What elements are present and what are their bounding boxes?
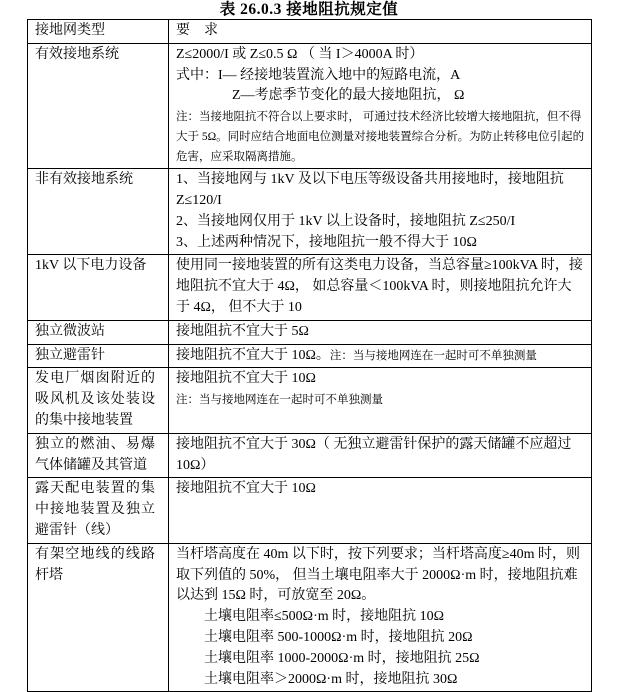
table-caption: 表 26.0.3 接地阻抗规定值 <box>219 1 399 18</box>
requirement-note: 注：当接地阻抗不符合以上要求时， 可通过技术经济比较增大接地阻抗，但不得大于 5Ω。同时应结合地面电位测量对接地装置综合分析。为防止转移电位引起的危害，应采取隔离措施。 <box>176 111 585 164</box>
requirement-line: 土壤电阻率≤500Ω·m 时，接地阻抗 10Ω <box>204 609 445 625</box>
requirement-cell <box>169 368 592 433</box>
requirement-inline-note: 注：当与接地网连在一起时可不单独测量 <box>329 349 537 362</box>
requirement-cell <box>169 344 592 368</box>
requirement-line: 土壤电阻率 1000-2000Ω·m 时，接地阻抗 25Ω <box>204 650 480 666</box>
requirement-cell <box>169 255 592 320</box>
requirement-note: 注：当与接地网连在一起时可不单独测量 <box>176 394 383 407</box>
row-type-cell: 发电厂烟囱附近的吸风机及该处装设的集中接地装置 <box>28 368 169 433</box>
row-type-cell: 露天配电装置的集中接地装置及独立避雷针（线） <box>28 478 169 543</box>
row-type-cell: 独立微波站 <box>28 320 169 344</box>
table-row-fuel-tanks-pipelines <box>28 433 592 478</box>
requirement-cell <box>169 543 592 692</box>
requirement-line: 土壤电阻率＞2000Ω·m 时，接地阻抗 30Ω <box>204 671 458 687</box>
requirement-line: 式中：I— 经接地装置流入地中的短路电流，A <box>176 67 461 83</box>
header-cell-requirement: 要 求 <box>169 20 592 44</box>
requirement-line: 当杆塔高度在 40m 以下时，按下列要求；当杆塔高度≥40m 时，则取下列值的 50%， 但当土壤电阻率大于 2000Ω·m 时，接地阻抗难以达到 15Ω 时，可放宽至 20Ω。 <box>176 546 580 604</box>
table-row-microwave-station <box>28 320 592 344</box>
row-type-cell: 有效接地系统 <box>28 43 169 168</box>
requirement-cell <box>169 478 592 543</box>
requirement-line: 1、当接地网与 1kV 及以下电压等级设备共用接地时，接地阻抗 Z≤120/I <box>176 172 564 208</box>
table-row-power-plant-chimney <box>28 368 592 433</box>
requirement-line: Z≤2000/I 或 Z≤0.5 Ω （ 当 I＞4000A 时） <box>176 46 424 62</box>
row-type-cell: 有架空地线的线路杆塔 <box>28 543 169 692</box>
requirement-line: Z—考虑季节变化的最大接地阻抗， Ω <box>232 88 465 104</box>
requirement-line <box>176 346 585 367</box>
requirement-main-text: 接地阻抗不宜大于 10Ω。 <box>176 347 330 363</box>
table-row-effective-grounding <box>28 43 592 168</box>
requirement-line: 使用同一接地装置的所有这类电力设备，当总容量≥100kVA 时，接地阻抗不宜大于 4Ω， 如总容量＜100kVA 时，则接地阻抗允许大于 4Ω， 但不大于 10 <box>176 258 583 315</box>
requirement-line: 接地阻抗不宜大于 30Ω（ 无独立避雷针保护的露天储罐不应超过 10Ω） <box>176 436 572 473</box>
requirement-cell <box>169 43 592 168</box>
table-row-independent-lightning-rod <box>28 344 592 368</box>
row-type-cell: 独立的燃油、易爆气体储罐及其管道 <box>28 433 169 478</box>
requirement-line: 接地阻抗不宜大于 10Ω <box>176 371 316 387</box>
table-row-under-1kv-equipment <box>28 255 592 320</box>
row-type-cell: 非有效接地系统 <box>28 169 169 255</box>
requirement-line: 接地阻抗不宜大于 10Ω <box>176 481 316 497</box>
requirement-line: 接地阻抗不宜大于 5Ω <box>176 323 309 339</box>
requirement-cell <box>169 433 592 478</box>
requirement-line: 2、当接地网仅用于 1kV 以上设备时，接地阻抗 Z≤250/I <box>176 213 516 229</box>
table-header-row <box>28 20 592 44</box>
table-row-transmission-towers <box>28 543 592 692</box>
requirement-line: 3、上述两种情况下，接地阻抗一般不得大于 10Ω <box>176 234 477 250</box>
requirement-cell <box>169 169 592 255</box>
requirement-line: 土壤电阻率 500-1000Ω·m 时，接地阻抗 20Ω <box>204 629 473 645</box>
table-row-outdoor-distribution <box>28 478 592 543</box>
requirement-cell <box>169 320 592 344</box>
grounding-impedance-table <box>27 19 592 692</box>
row-type-cell: 1kV 以下电力设备 <box>28 255 169 320</box>
row-type-cell: 独立避雷针 <box>28 344 169 368</box>
table-row-non-effective-grounding <box>28 169 592 255</box>
header-cell-type: 接地网类型 <box>28 20 169 44</box>
